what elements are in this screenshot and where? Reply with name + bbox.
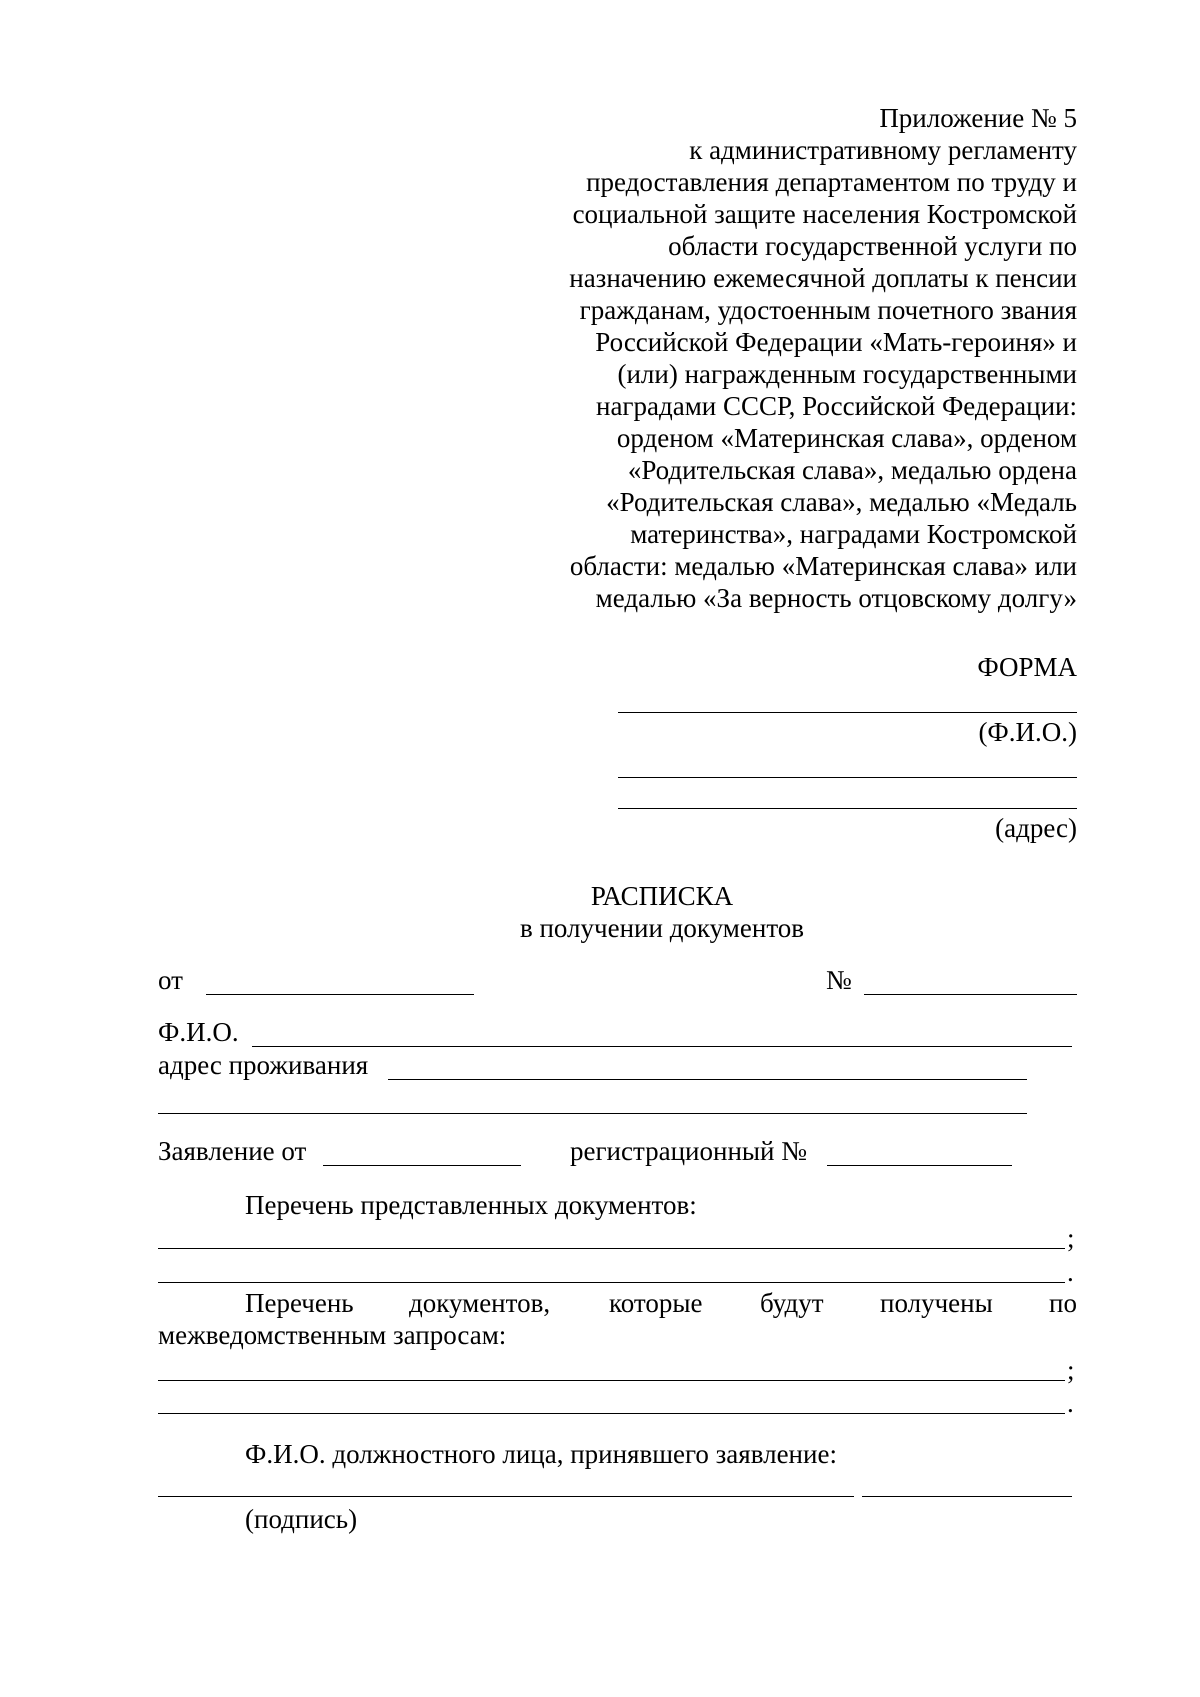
docs-submitted-line-2[interactable]	[158, 1282, 1065, 1283]
appendix-line: области: медалью «Материнская слава» или	[569, 551, 1077, 581]
docs-submitted-line-1[interactable]	[158, 1248, 1065, 1249]
from-date-line[interactable]	[206, 994, 474, 995]
appendix-line: назначению ежемесячной доплаты к пенсии	[569, 263, 1077, 293]
recipient-name-line[interactable]	[618, 712, 1077, 713]
appendix-line: «Родительская слава», медалью «Медаль	[606, 487, 1077, 517]
docs-requested-word: которые	[609, 1288, 703, 1318]
line-end-period: .	[1067, 1388, 1074, 1418]
docs-requested-word: Перечень	[245, 1288, 354, 1318]
fio-caption: (Ф.И.О.)	[978, 717, 1077, 747]
appendix-line: предоставления департаментом по труду и	[586, 167, 1077, 197]
appendix-line: Приложение № 5	[879, 103, 1077, 133]
fio-label: Ф.И.О.	[158, 1017, 239, 1047]
docs-requested-word: по	[1049, 1288, 1077, 1318]
address-line-1[interactable]	[388, 1079, 1027, 1080]
docs-requested-word: документов,	[409, 1288, 551, 1318]
fio-line[interactable]	[252, 1046, 1072, 1047]
docs-requested-line-1[interactable]	[158, 1380, 1065, 1381]
docs-submitted-heading: Перечень представленных документов:	[245, 1190, 697, 1220]
recipient-address-line-2[interactable]	[618, 808, 1077, 809]
address-line-2[interactable]	[158, 1113, 1027, 1114]
official-heading: Ф.И.О. должностного лица, принявшего заявление:	[245, 1439, 837, 1469]
number-label: №	[826, 965, 852, 995]
appendix-line: наградами СССР, Российской Федерации:	[596, 391, 1077, 421]
address-label: адрес проживания	[158, 1050, 369, 1080]
docs-requested-heading-line2: межведомственным запросам:	[158, 1320, 507, 1350]
from-label: от	[158, 965, 183, 995]
line-end-semicolon: ;	[1067, 1223, 1075, 1253]
appendix-line: к административному регламенту	[689, 135, 1077, 165]
appendix-line: Российской Федерации «Мать-героиня» и	[595, 327, 1077, 357]
appendix-line: гражданам, удостоенным почетного звания	[579, 295, 1077, 325]
number-line[interactable]	[864, 994, 1077, 995]
application-label: Заявление от	[158, 1136, 307, 1166]
docs-requested-word: будут	[760, 1288, 824, 1318]
appendix-line: материнства», наградами Костромской	[630, 519, 1077, 549]
reg-number-line[interactable]	[827, 1165, 1012, 1166]
docs-requested-word: получены	[880, 1288, 993, 1318]
official-name-line[interactable]	[158, 1496, 854, 1497]
application-date-line[interactable]	[323, 1165, 521, 1166]
signature-caption: (подпись)	[245, 1504, 358, 1534]
address-caption: (адрес)	[995, 813, 1077, 843]
appendix-line: «Родительская слава», медалью ордена	[627, 455, 1077, 485]
recipient-address-line-1[interactable]	[618, 777, 1077, 778]
appendix-line: области государственной услуги по	[668, 231, 1077, 261]
line-end-semicolon: ;	[1067, 1355, 1075, 1385]
form-label: ФОРМА	[977, 652, 1077, 682]
appendix-line: (или) награжденным государственными	[617, 359, 1077, 389]
signature-line[interactable]	[862, 1496, 1072, 1497]
line-end-period: .	[1067, 1257, 1074, 1287]
reg-number-label: регистрационный №	[570, 1136, 808, 1166]
document-subtitle: в получении документов	[519, 913, 805, 943]
docs-requested-line-2[interactable]	[158, 1413, 1065, 1414]
appendix-line: медалью «За верность отцовскому долгу»	[595, 583, 1077, 613]
appendix-line: социальной защите населения Костромской	[572, 199, 1077, 229]
appendix-line: орденом «Материнская слава», орденом	[616, 423, 1077, 453]
document-title: РАСПИСКА	[590, 881, 734, 911]
